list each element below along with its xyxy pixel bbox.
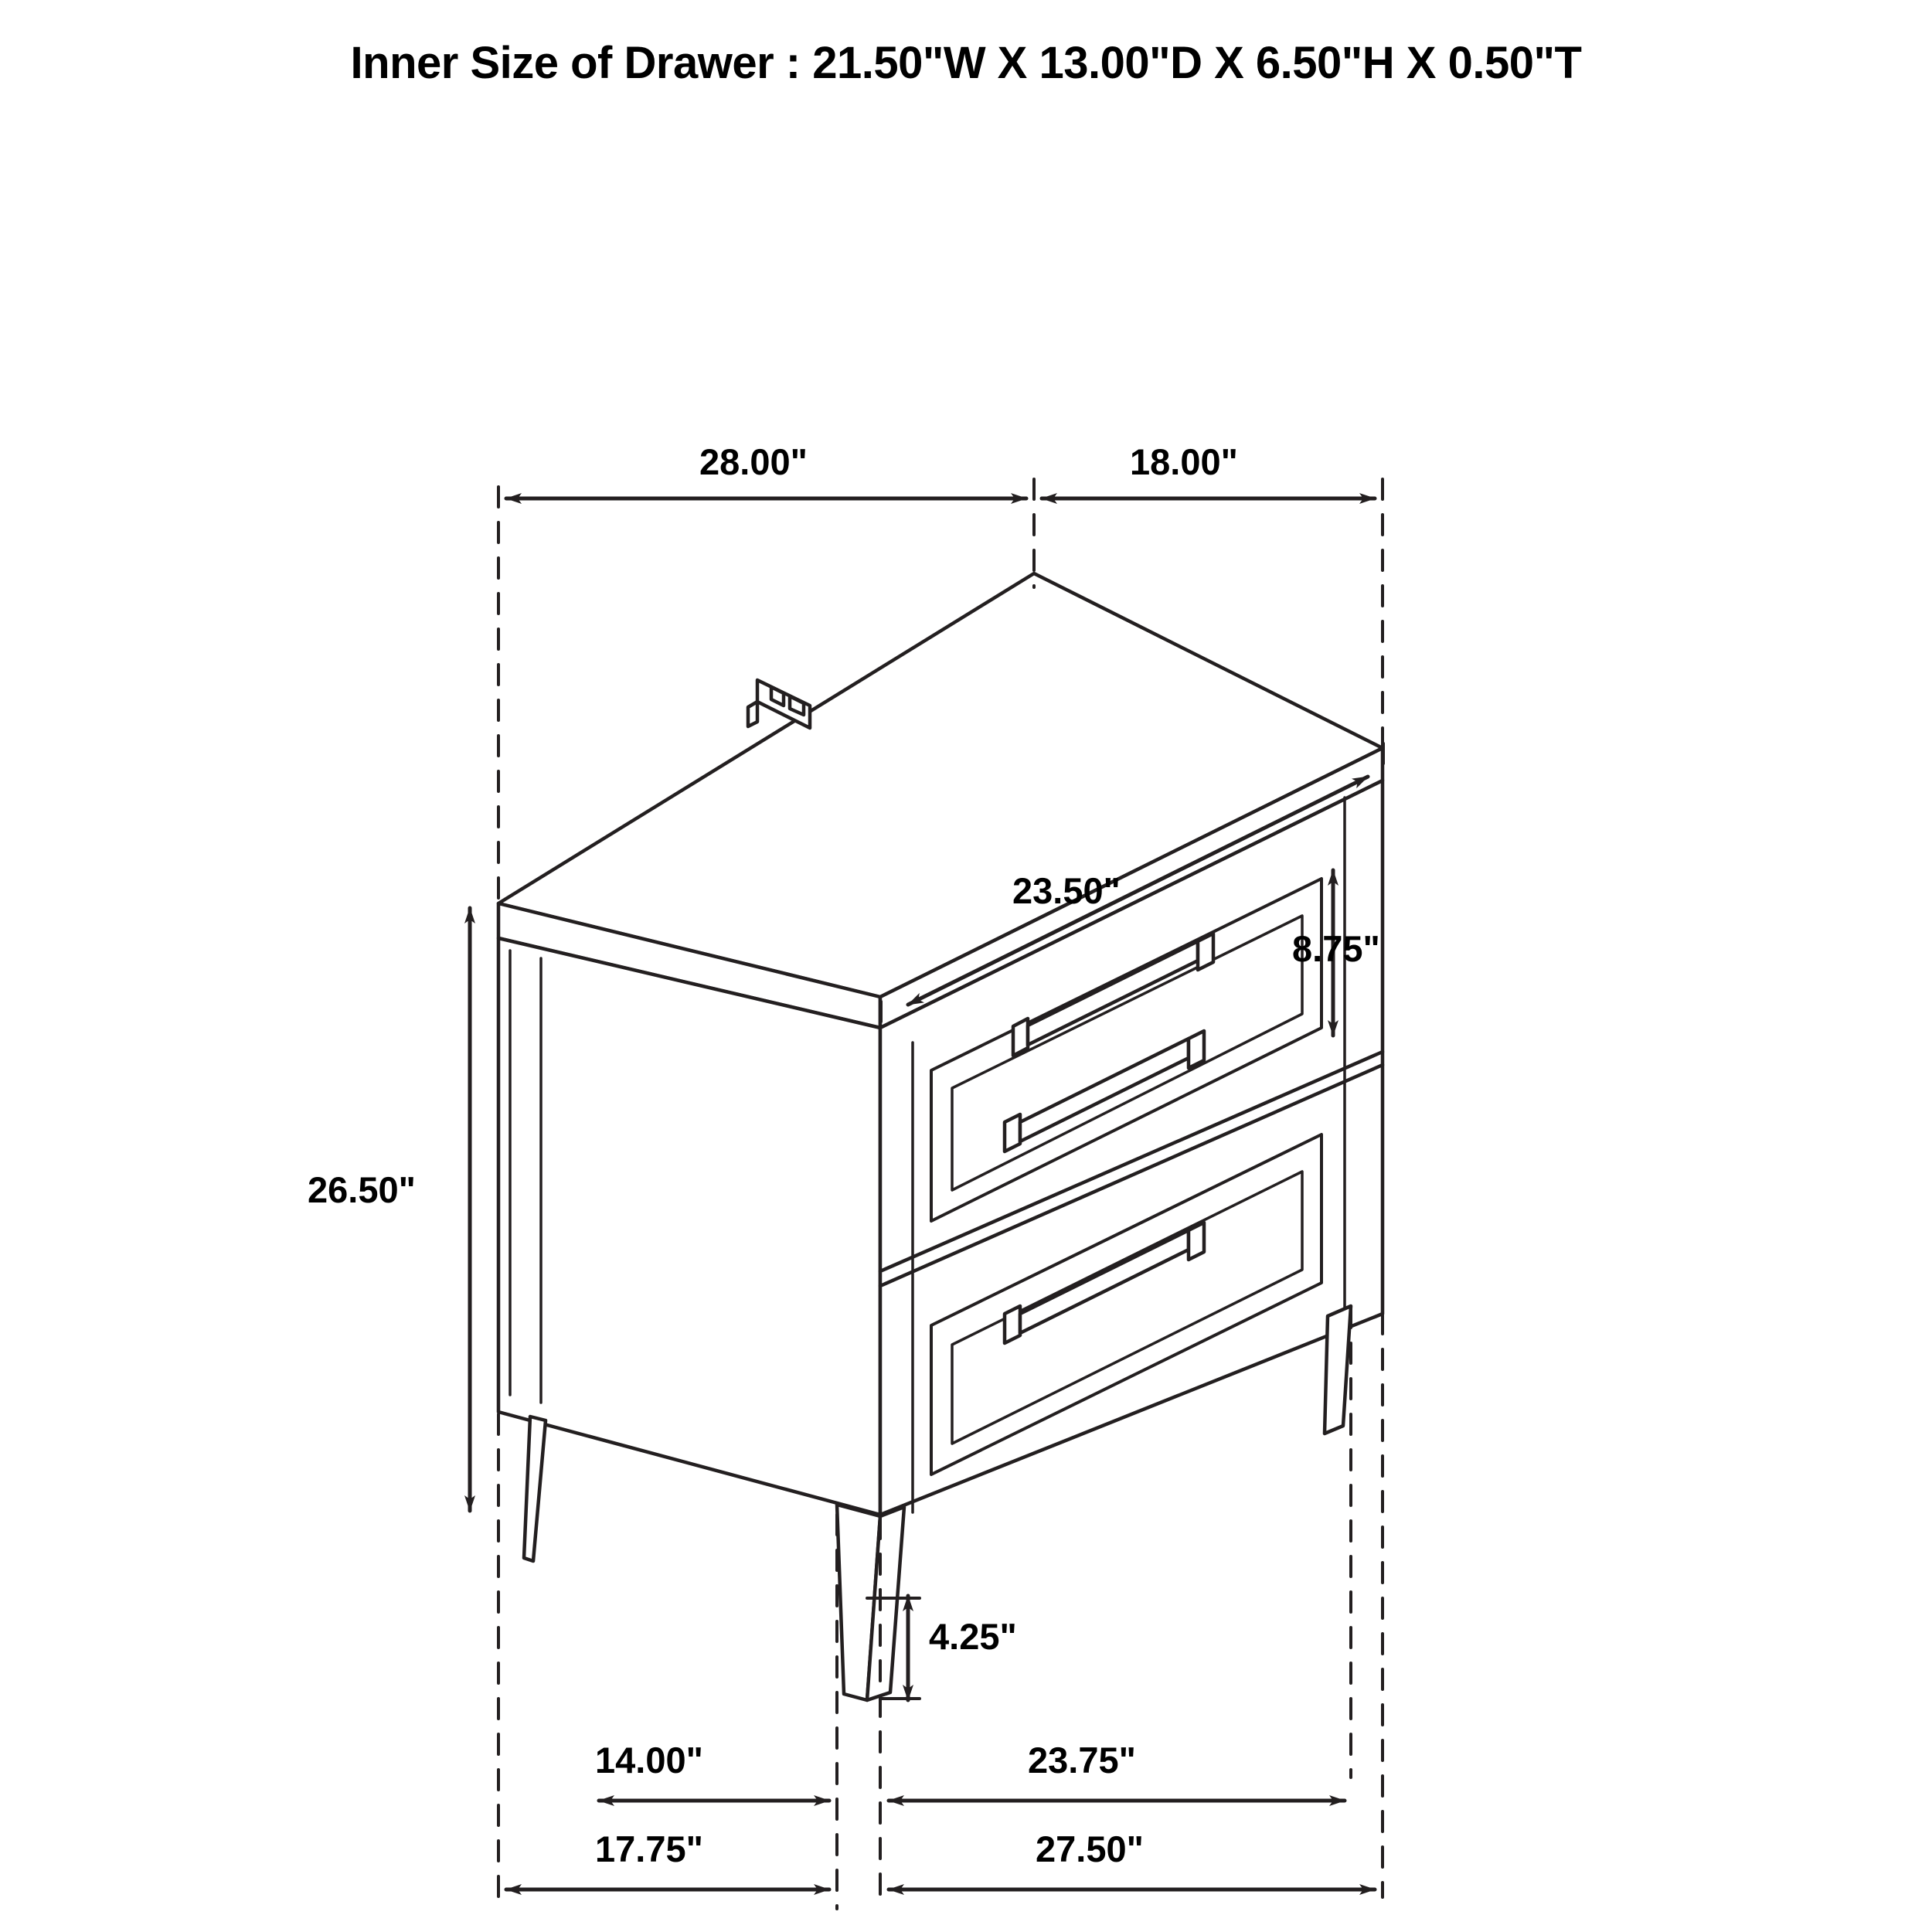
dimension-bottom-left-inner: 14.00" [595, 1740, 703, 1781]
page-title: Inner Size of Drawer : 21.50"W X 13.00"D X 6.50"H X 0.50"T [350, 38, 1582, 88]
dimension-depth-diagonal: 23.50" [1012, 870, 1121, 911]
dimension-bottom-left-outer: 17.75" [595, 1828, 703, 1869]
dimension-bottom-right-outer: 27.50" [1036, 1828, 1144, 1869]
dimension-overall-height: 26.50" [308, 1169, 416, 1210]
dimension-leg-height: 4.25" [929, 1616, 1017, 1657]
dimension-top-left: 28.00" [699, 441, 808, 482]
dimension-drawer-height: 8.75" [1292, 928, 1380, 969]
dimension-top-right: 18.00" [1130, 441, 1238, 482]
dimension-bottom-right-inner: 23.75" [1028, 1740, 1136, 1781]
